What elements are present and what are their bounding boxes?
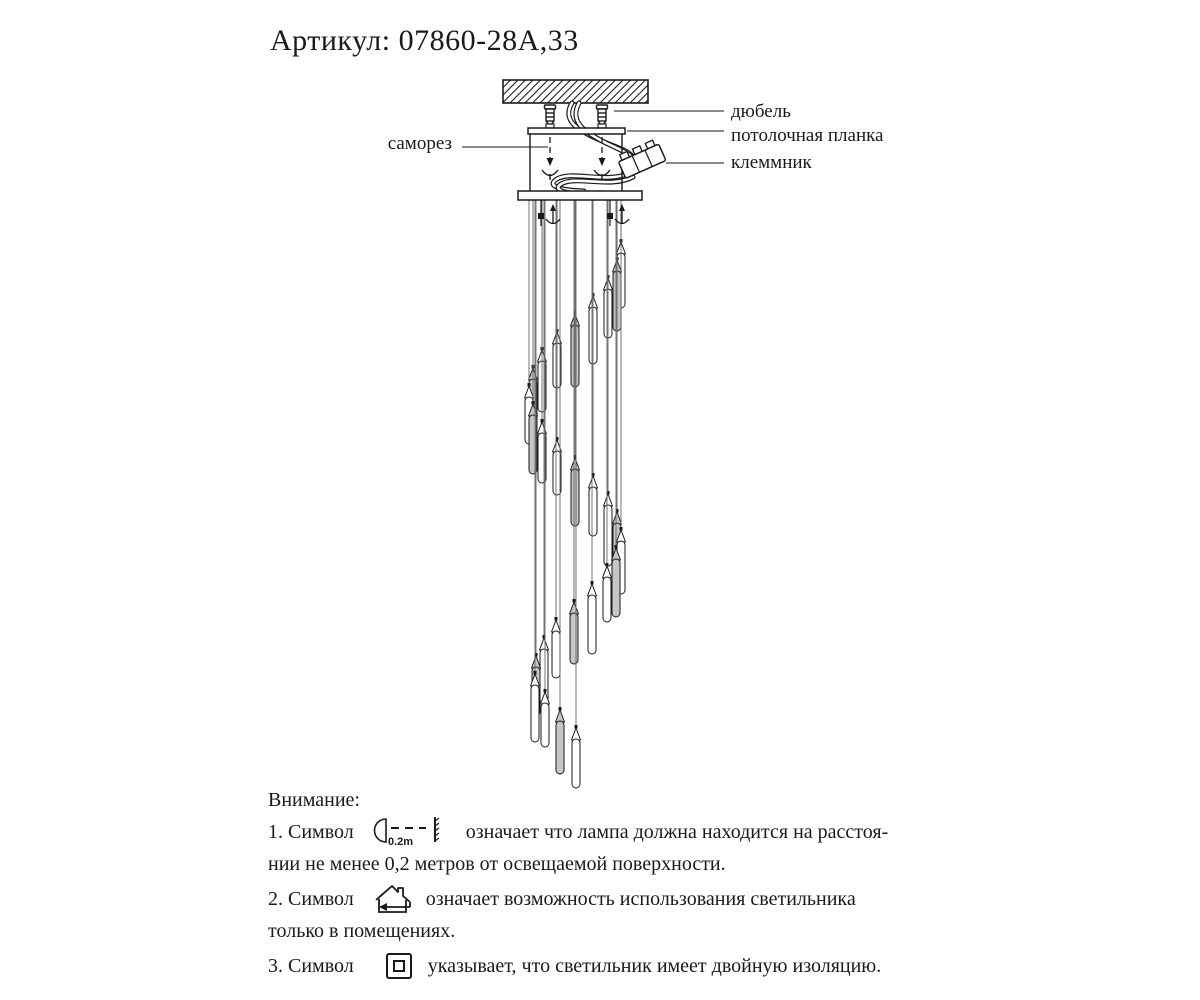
note-3-line-1 (268, 950, 948, 982)
label-terminal-block: клеммник (731, 152, 812, 173)
strand (604, 200, 613, 566)
strand (589, 200, 598, 536)
label-ceiling-plate: потолочная планка (731, 125, 884, 146)
note-2-text: означает возможность использования светильника (425, 887, 856, 910)
note-1-text: означает что лампа должна находится на расстоя- (465, 820, 889, 843)
strand (588, 200, 597, 654)
ceiling-slab (503, 80, 648, 103)
canopy-plate (518, 191, 642, 200)
notes-heading: Внимание: (268, 788, 360, 811)
double-insulation-icon (384, 951, 414, 981)
note-2-line-1 (268, 883, 948, 915)
lamp-distance-icon (372, 815, 454, 849)
note-2-line-2: только в помещениях. (268, 919, 456, 942)
pendant-strands (525, 200, 626, 788)
notes-section (268, 784, 948, 982)
note-3-text: указывает, что светильник имеет двойную изоляцию. (427, 954, 882, 977)
label-screw: саморез (387, 133, 452, 154)
strand (570, 200, 579, 664)
svg-text:0.2m: 0.2m (387, 836, 413, 848)
note-1-prefix: 1. Символ (268, 820, 354, 843)
note-2-prefix: 2. Символ (268, 887, 354, 910)
power-cable (553, 103, 635, 194)
note-1-line-1 (268, 816, 948, 848)
strand (552, 200, 561, 678)
page-title: Артикул: 07860-28А,33 (270, 24, 579, 57)
terminal-block (616, 139, 666, 179)
label-dowel: дюбель (731, 101, 791, 122)
note-1-line-2: нии не менее 0,2 метров от освещаемой поверхности. (268, 852, 726, 875)
indoor-use-icon (372, 883, 414, 915)
note-3-prefix: 3. Символ (268, 954, 354, 977)
